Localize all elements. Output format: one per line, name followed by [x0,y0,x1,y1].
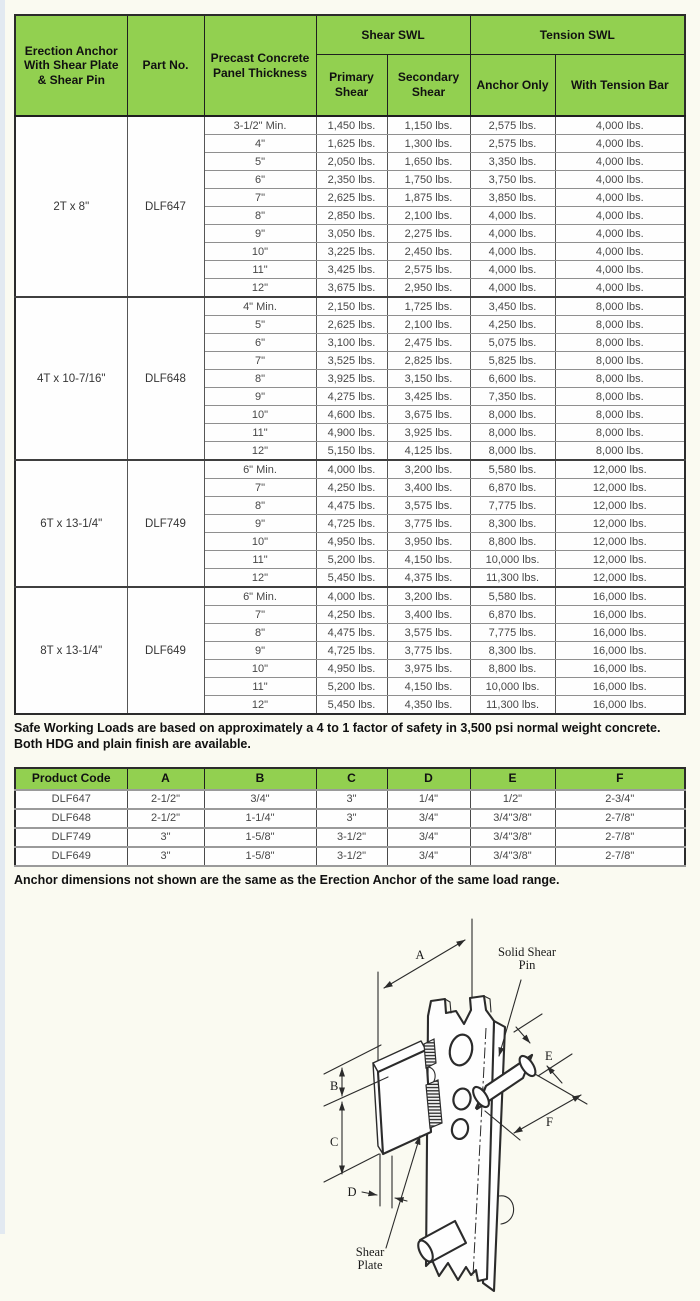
anchor-only-cell: 4,000 lbs. [470,243,555,261]
dim-value-cell: 3-1/2" [316,847,387,866]
secondary-cell: 3,925 lbs. [387,424,470,442]
tension-bar-cell: 16,000 lbs. [555,660,685,678]
header-dim-b: B [204,768,316,790]
anchor-only-cell: 5,825 lbs. [470,352,555,370]
thickness-cell: 9" [204,388,316,406]
anchor-only-cell: 2,575 lbs. [470,135,555,153]
thickness-cell: 6" [204,334,316,352]
swl-note [14,720,692,753]
primary-cell: 3,675 lbs. [316,279,387,298]
anchor-only-cell: 6,870 lbs. [470,606,555,624]
primary-cell: 5,200 lbs. [316,678,387,696]
header-part-no: Part No. [127,15,204,116]
primary-cell: 2,050 lbs. [316,153,387,171]
header-panel-thickness: Precast Concrete Panel Thickness [204,15,316,116]
page-left-margin-strip [0,0,5,1234]
anchor-only-cell: 8,000 lbs. [470,424,555,442]
secondary-cell: 2,950 lbs. [387,279,470,298]
tension-bar-cell: 4,000 lbs. [555,153,685,171]
dim-value-cell: 3/4" [387,847,470,866]
swl-table-row [15,297,685,316]
primary-cell: 3,425 lbs. [316,261,387,279]
primary-cell: 5,450 lbs. [316,569,387,588]
tension-bar-cell: 4,000 lbs. [555,243,685,261]
dimension-note: Anchor dimensions not shown are the same as the Erection Anchor of the same load range. [14,872,560,887]
pin-label-line1: Solid Shear [498,944,556,959]
thickness-cell: 4" Min. [204,297,316,316]
anchor-only-cell: 8,300 lbs. [470,515,555,533]
swl-table-row [15,116,685,135]
anchor-only-cell: 4,000 lbs. [470,225,555,243]
dim-value-cell: 2-7/8" [555,828,685,847]
primary-cell: 5,150 lbs. [316,442,387,461]
header-with-tension-bar: With Tension Bar [555,55,685,117]
dim-value-cell: 1-5/8" [204,828,316,847]
product-code-cell: DLF647 [15,790,127,809]
header-product-code: Product Code [15,768,127,790]
tension-bar-cell: 8,000 lbs. [555,297,685,316]
thickness-cell: 9" [204,225,316,243]
part-no-cell: DLF649 [127,587,204,714]
primary-cell: 2,150 lbs. [316,297,387,316]
anchor-size-cell: 2T x 8" [15,116,127,297]
tension-bar-cell: 16,000 lbs. [555,696,685,715]
primary-cell: 3,525 lbs. [316,352,387,370]
header-tension-swl: Tension SWL [470,15,685,55]
plate-label-line1: Shear [355,1244,385,1259]
tension-bar-cell: 8,000 lbs. [555,406,685,424]
pin-label-line2: Pin [518,957,536,972]
tension-bar-cell: 8,000 lbs. [555,334,685,352]
thickness-cell: 12" [204,442,316,461]
part-no-cell: DLF648 [127,297,204,460]
thickness-cell: 8" [204,497,316,515]
anchor-only-cell: 10,000 lbs. [470,678,555,696]
tension-bar-cell: 16,000 lbs. [555,642,685,660]
tension-bar-cell: 12,000 lbs. [555,569,685,588]
shear-plate-label [356,1136,420,1272]
anchor-only-cell: 7,775 lbs. [470,624,555,642]
dim-label-b: B [330,1078,339,1093]
swl-table-row [15,460,685,479]
thickness-cell: 5" [204,316,316,334]
secondary-cell: 3,950 lbs. [387,533,470,551]
thickness-cell: 6" Min. [204,587,316,606]
dim-label-f: F [546,1114,553,1129]
secondary-cell: 3,675 lbs. [387,406,470,424]
swl-table-header [15,15,685,116]
anchor-only-cell: 3,750 lbs. [470,171,555,189]
part-no-cell: DLF647 [127,116,204,297]
tension-bar-cell: 4,000 lbs. [555,279,685,298]
anchor-drawing-svg [280,904,700,1296]
tension-bar-cell: 8,000 lbs. [555,442,685,461]
anchor-only-cell: 3,350 lbs. [470,153,555,171]
anchor-only-cell: 4,000 lbs. [470,279,555,298]
tension-bar-cell: 4,000 lbs. [555,261,685,279]
tension-bar-cell: 16,000 lbs. [555,587,685,606]
primary-cell: 4,475 lbs. [316,497,387,515]
plate-label-line2: Plate [357,1257,383,1272]
thickness-cell: 11" [204,424,316,442]
thickness-cell: 6" Min. [204,460,316,479]
dimension-table-row [15,790,685,809]
tension-bar-cell: 8,000 lbs. [555,388,685,406]
tension-bar-cell: 8,000 lbs. [555,316,685,334]
dim-value-cell: 3-1/2" [316,828,387,847]
thickness-cell: 7" [204,352,316,370]
anchor-diagram [280,904,700,1296]
secondary-cell: 4,150 lbs. [387,678,470,696]
tension-bar-cell: 16,000 lbs. [555,624,685,642]
primary-cell: 4,725 lbs. [316,515,387,533]
primary-cell: 1,450 lbs. [316,116,387,135]
anchor-size-cell: 4T x 10-7/16" [15,297,127,460]
header-primary-shear: Primary Shear [316,55,387,117]
dim-value-cell: 1/2" [470,790,555,809]
swl-table-row [15,587,685,606]
secondary-cell: 1,300 lbs. [387,135,470,153]
header-dim-c: C [316,768,387,790]
secondary-cell: 2,825 lbs. [387,352,470,370]
header-erection-anchor: Erection Anchor With Shear Plate & Shear Pin [15,15,127,116]
dim-value-cell: 3/4" [387,809,470,828]
thickness-cell: 12" [204,569,316,588]
primary-cell: 4,250 lbs. [316,606,387,624]
secondary-cell: 3,975 lbs. [387,660,470,678]
thickness-cell: 3-1/2" Min. [204,116,316,135]
anchor-only-cell: 11,300 lbs. [470,696,555,715]
dim-value-cell: 1-1/4" [204,809,316,828]
thickness-cell: 7" [204,606,316,624]
dimension-table-row [15,809,685,828]
tension-bar-cell: 8,000 lbs. [555,424,685,442]
tension-bar-cell: 4,000 lbs. [555,207,685,225]
anchor-only-cell: 5,580 lbs. [470,460,555,479]
product-code-cell: DLF648 [15,809,127,828]
anchor-only-cell: 3,450 lbs. [470,297,555,316]
anchor-only-cell: 8,000 lbs. [470,406,555,424]
product-code-cell: DLF649 [15,847,127,866]
thickness-cell: 8" [204,370,316,388]
thickness-cell: 9" [204,515,316,533]
thickness-cell: 12" [204,696,316,715]
thickness-cell: 11" [204,678,316,696]
anchor-only-cell: 8,000 lbs. [470,442,555,461]
tension-bar-cell: 12,000 lbs. [555,460,685,479]
thickness-cell: 11" [204,261,316,279]
header-dim-d: D [387,768,470,790]
secondary-cell: 2,475 lbs. [387,334,470,352]
secondary-cell: 3,425 lbs. [387,388,470,406]
primary-cell: 3,050 lbs. [316,225,387,243]
primary-cell: 1,625 lbs. [316,135,387,153]
secondary-cell: 3,200 lbs. [387,460,470,479]
primary-cell: 4,475 lbs. [316,624,387,642]
dim-value-cell: 2-1/2" [127,809,204,828]
anchor-only-cell: 6,870 lbs. [470,479,555,497]
dimension-table-row [15,847,685,866]
tension-bar-cell: 16,000 lbs. [555,606,685,624]
primary-cell: 4,000 lbs. [316,587,387,606]
primary-cell: 2,625 lbs. [316,316,387,334]
secondary-cell: 2,575 lbs. [387,261,470,279]
secondary-cell: 2,450 lbs. [387,243,470,261]
secondary-cell: 4,375 lbs. [387,569,470,588]
anchor-only-cell: 11,300 lbs. [470,569,555,588]
dim-value-cell: 3/4"3/8" [470,809,555,828]
dim-value-cell: 1/4" [387,790,470,809]
secondary-cell: 1,875 lbs. [387,189,470,207]
primary-cell: 4,900 lbs. [316,424,387,442]
thickness-cell: 7" [204,189,316,207]
swl-note-line1: Safe Working Loads are based on approximately a 4 to 1 factor of safety in 3,500 psi normal weight concrete. [14,721,661,735]
dim-label-d: D [347,1184,357,1199]
thickness-cell: 8" [204,207,316,225]
secondary-cell: 2,100 lbs. [387,316,470,334]
primary-cell: 4,950 lbs. [316,533,387,551]
dim-label-a: A [415,947,425,962]
tension-bar-cell: 12,000 lbs. [555,497,685,515]
anchor-only-cell: 6,600 lbs. [470,370,555,388]
thickness-cell: 11" [204,551,316,569]
header-dim-a: A [127,768,204,790]
tension-bar-cell: 12,000 lbs. [555,515,685,533]
thickness-cell: 10" [204,660,316,678]
secondary-cell: 1,725 lbs. [387,297,470,316]
secondary-cell: 3,775 lbs. [387,515,470,533]
header-secondary-shear: Secondary Shear [387,55,470,117]
primary-cell: 5,450 lbs. [316,696,387,715]
primary-cell: 4,725 lbs. [316,642,387,660]
dim-label-c: C [330,1134,339,1149]
dim-value-cell: 2-1/2" [127,790,204,809]
secondary-cell: 3,400 lbs. [387,479,470,497]
tension-bar-cell: 4,000 lbs. [555,189,685,207]
tension-bar-cell: 8,000 lbs. [555,352,685,370]
tension-bar-cell: 8,000 lbs. [555,370,685,388]
thickness-cell: 7" [204,479,316,497]
dim-value-cell: 3" [127,828,204,847]
primary-cell: 4,000 lbs. [316,460,387,479]
secondary-cell: 3,775 lbs. [387,642,470,660]
anchor-only-cell: 8,800 lbs. [470,660,555,678]
dimension-table-body [15,790,685,866]
thickness-cell: 8" [204,624,316,642]
thickness-cell: 9" [204,642,316,660]
anchor-only-cell: 5,580 lbs. [470,587,555,606]
secondary-cell: 2,275 lbs. [387,225,470,243]
dim-value-cell: 3" [316,790,387,809]
swl-table-body [15,116,685,714]
tension-bar-cell: 4,000 lbs. [555,116,685,135]
primary-cell: 4,600 lbs. [316,406,387,424]
secondary-cell: 1,150 lbs. [387,116,470,135]
dim-value-cell: 3/4"3/8" [470,847,555,866]
tension-bar-cell: 12,000 lbs. [555,551,685,569]
anchor-only-cell: 7,350 lbs. [470,388,555,406]
dim-value-cell: 2-7/8" [555,809,685,828]
primary-cell: 5,200 lbs. [316,551,387,569]
part-no-cell: DLF749 [127,460,204,587]
anchor-size-cell: 8T x 13-1/4" [15,587,127,714]
anchor-only-cell: 7,775 lbs. [470,497,555,515]
primary-cell: 2,625 lbs. [316,189,387,207]
anchor-only-cell: 2,575 lbs. [470,116,555,135]
thickness-cell: 12" [204,279,316,298]
primary-cell: 4,250 lbs. [316,479,387,497]
primary-cell: 2,350 lbs. [316,171,387,189]
primary-cell: 3,225 lbs. [316,243,387,261]
anchor-only-cell: 3,850 lbs. [470,189,555,207]
thickness-cell: 10" [204,243,316,261]
dim-label-e: E [545,1048,553,1063]
secondary-cell: 3,575 lbs. [387,497,470,515]
anchor-only-cell: 5,075 lbs. [470,334,555,352]
thickness-cell: 10" [204,406,316,424]
tension-bar-cell: 4,000 lbs. [555,225,685,243]
dim-value-cell: 3" [316,809,387,828]
secondary-cell: 1,650 lbs. [387,153,470,171]
thickness-cell: 6" [204,171,316,189]
secondary-cell: 3,200 lbs. [387,587,470,606]
dimension-table-row [15,828,685,847]
header-dim-e: E [470,768,555,790]
dim-value-cell: 2-3/4" [555,790,685,809]
dim-d [347,1154,407,1208]
swl-table [14,14,686,715]
primary-cell: 4,950 lbs. [316,660,387,678]
dim-value-cell: 2-7/8" [555,847,685,866]
dim-value-cell: 1-5/8" [204,847,316,866]
secondary-cell: 4,125 lbs. [387,442,470,461]
thickness-cell: 10" [204,533,316,551]
thickness-cell: 5" [204,153,316,171]
dimension-table [14,767,686,867]
secondary-cell: 2,100 lbs. [387,207,470,225]
primary-cell: 3,100 lbs. [316,334,387,352]
primary-cell: 3,925 lbs. [316,370,387,388]
anchor-only-cell: 4,000 lbs. [470,261,555,279]
anchor-only-cell: 4,250 lbs. [470,316,555,334]
tension-bar-cell: 16,000 lbs. [555,678,685,696]
dim-value-cell: 3" [127,847,204,866]
secondary-cell: 4,150 lbs. [387,551,470,569]
secondary-cell: 4,350 lbs. [387,696,470,715]
header-shear-swl: Shear SWL [316,15,470,55]
tension-bar-cell: 12,000 lbs. [555,533,685,551]
header-anchor-only: Anchor Only [470,55,555,117]
primary-cell: 4,275 lbs. [316,388,387,406]
secondary-cell: 3,150 lbs. [387,370,470,388]
anchor-only-cell: 10,000 lbs. [470,551,555,569]
anchor-only-cell: 8,300 lbs. [470,642,555,660]
secondary-cell: 3,575 lbs. [387,624,470,642]
anchor-only-cell: 8,800 lbs. [470,533,555,551]
anchor-only-cell: 4,000 lbs. [470,207,555,225]
secondary-cell: 3,400 lbs. [387,606,470,624]
tension-bar-cell: 12,000 lbs. [555,479,685,497]
dim-value-cell: 3/4"3/8" [470,828,555,847]
secondary-cell: 1,750 lbs. [387,171,470,189]
dim-value-cell: 3/4" [204,790,316,809]
dimension-table-header [15,768,685,790]
primary-cell: 2,850 lbs. [316,207,387,225]
anchor-size-cell: 6T x 13-1/4" [15,460,127,587]
swl-note-line2: Both HDG and plain finish are available. [14,737,251,752]
tension-bar-cell: 4,000 lbs. [555,171,685,189]
tension-bar-cell: 4,000 lbs. [555,135,685,153]
thickness-cell: 4" [204,135,316,153]
header-dim-f: F [555,768,685,790]
dim-value-cell: 3/4" [387,828,470,847]
product-code-cell: DLF749 [15,828,127,847]
